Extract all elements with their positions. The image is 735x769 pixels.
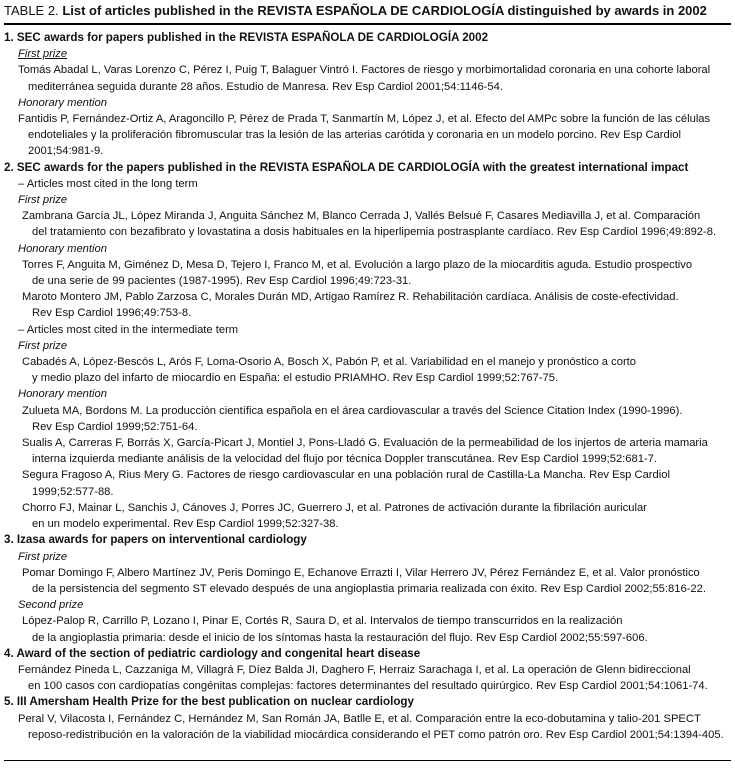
reference-entry: Sualis A, Carreras F, Borrás X, García-Picart J, Montiel J, Pons-Lladó G. Evaluación de la permeabilidad de los injertos de arteria mamaria interna izquierda mediante análisis de la velocidad del flujo por técnica Doppler transcutánea. Rev Esp Cardiol 1999;52:681-7. xyxy=(22,437,708,466)
reference-entry: Segura Fragoso A, Rius Mery G. Factores de riesgo cardiovascular en una población rural de Castilla-La Mancha. Rev Esp Cardiol 1999;52:577-88. xyxy=(22,469,670,498)
section-heading: 3. Izasa awards for papers on interventional cardiology xyxy=(4,533,307,547)
section-heading: 1. SEC awards for papers published in the REVISTA ESPAÑOLA DE CARDIOLOGÍA 2002 xyxy=(4,31,489,44)
category-label: First prize xyxy=(18,339,68,352)
reference-entry: López-Palop R, Carrillo P, Lozano I, Pinar E, Cortés R, Saura D, et al. Intervalos de tiempo transcurridos en la realización de la angioplastia primaria: desde el inicio de los síntomas hasta la restauración del flujo. Rev Esp Cardiol 2002;55:597-606. xyxy=(22,615,648,644)
section-heading: 5. III Amersham Health Prize for the best publication on nuclear cardiology xyxy=(4,695,414,709)
reference-entry: Zambrana García JL, López Miranda J, Anguita Sánchez M, Blanco Cerrada J, Vallés Belsué F, Casares Mediavilla J, et al. Comparación del tratamiento con bezafibrato y lovastatina a dosis habituales en la hiperlipemia postrasplante cardíaco. Rev Esp Cardiol 1996;49:892-8. xyxy=(22,210,717,239)
reference-entry: Peral V, Vilacosta I, Fernández C, Hernández M, San Román JA, Batlle E, et al. Comparación entre la eco-dobutamina y talio-201 SPECT reposo-redistribución en la valoración de la viabilidad miocárdica considerando el PET como patrón oro. Rev Esp Cardiol 2001;54:1394-405. xyxy=(18,712,724,741)
table-label: TABLE 2. xyxy=(4,3,59,18)
category-label: First prize xyxy=(18,550,68,563)
reference-entry: Torres F, Anguita M, Giménez D, Mesa D, Tejero I, Franco M, et al. Evolución a largo plazo de la miocarditis aguda. Estudio prospectivo de una serie de 99 pacientes (1987-1995). Rev Esp Cardiol 1996;49:723-31. xyxy=(22,258,693,288)
bottom-rule xyxy=(4,760,731,761)
reference-entry: Pomar Domingo F, Albero Martínez JV, Peris Domingo E, Echanove Errazti I, Vilar Herrero JV, Pérez Fernández E, et al. Valor pronóstico de la persistencia del segmento ST elevado después de una angioplastia primaria realizada con éxito. Rev Esp Cardiol 2002;55:816-22. xyxy=(22,566,706,595)
reference-entry: Tomás Abadal L, Varas Lorenzo C, Pérez I, Puig T, Balaguer Vintró I. Factores de riesgo y morbimortalidad coronaria en una cohorte laboral mediterránea seguida durante 28 años. Estudio de Manresa. Rev Esp Cardiol 2001;54:1146-54. xyxy=(18,64,711,93)
category-label: Honorary mention xyxy=(18,242,107,255)
section-heading: 2. SEC awards for the papers published in the REVISTA ESPAÑOLA DE CARDIOLOGÍA with the greatest international impact xyxy=(4,160,689,174)
category-label: Honorary mention xyxy=(18,388,107,401)
category-label: Honorary mention xyxy=(18,96,107,109)
section-heading: 4. Award of the section of pediatric cardiology and congenital heart disease xyxy=(4,646,421,660)
table-title xyxy=(4,0,731,25)
reference-entry: Chorro FJ, Mainar L, Sanchis J, Cánoves J, Porres JC, Guerrero J, et al. Patrones de activación durante la fibrilación auricular en un modelo experimental. Rev Esp Cardiol 1999;52:327-38. xyxy=(22,501,647,531)
reference-entry: Cabadés A, López-Bescós L, Arós F, Loma-Osorio A, Bosch X, Pabón P, et al. Variabilidad en el manejo y pronóstico a corto y medio plazo del infarto de miocardio en España: el estudio PRIAMHO. Rev Esp Cardiol 1999;52:767-75. xyxy=(22,356,636,385)
table-body xyxy=(4,25,731,743)
subheading: – Articles most cited in the long term xyxy=(18,177,198,190)
reference-entry: Zulueta MA, Bordons M. La producción científica española en el área cardiovascular a través del Science Citation Index (1990-1996). Rev Esp Cardiol 1999;52:751-64. xyxy=(22,404,683,433)
reference-entry: Maroto Montero JM, Pablo Zarzosa C, Morales Durán MD, Artigao Ramírez R. Rehabilitación cardíaca. Análisis de coste-efectividad. Rev Esp Cardiol 1996;49:753-8. xyxy=(22,291,679,320)
category-label: First prize xyxy=(18,48,68,61)
reference-entry: Fernández Pineda L, Cazzaniga M, Villagrá F, Díez Balda JI, Daghero F, Herraiz Sarachaga I, et al. La operación de Glenn bidireccional en 100 casos con cardiopatías congénitas complejas: factores determinantes del resultado quirúrgico. Rev Esp Cardiol 2001;54:1061-74. xyxy=(18,663,708,693)
table-caption: List of articles published in the REVISTA ESPAÑOLA DE CARDIOLOGÍA distinguished by awards in 2002 xyxy=(62,3,707,18)
category-label: First prize xyxy=(18,194,68,207)
category-label: Second prize xyxy=(18,599,84,612)
reference-entry: Fantidis P, Fernández-Ortiz A, Aragoncillo P, Pérez de Prada T, Sanmartín M, López J, et al. Efecto del AMPc sobre la función de las células endoteliales y la proliferación fibromuscular tras la lesión de las arterias carótida y coronaria en un modelo porcino. Rev Esp Cardiol 2001;54:981-9. xyxy=(18,113,711,158)
awards-table xyxy=(4,0,731,743)
subheading: – Articles most cited in the intermediate term xyxy=(18,323,239,336)
